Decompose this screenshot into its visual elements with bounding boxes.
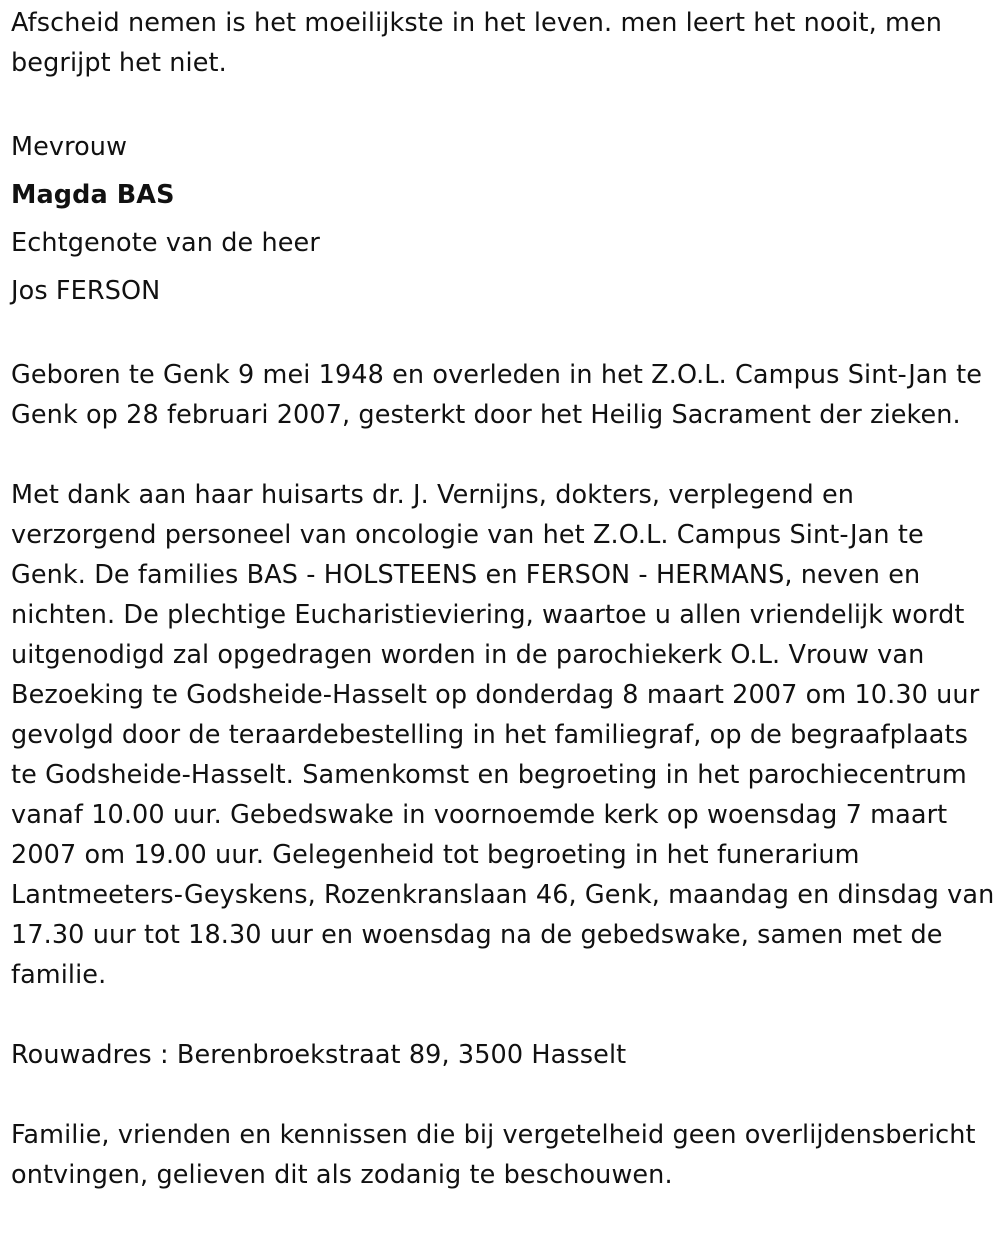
birth-death-text: Geboren te Genk 9 mei 1948 en overleden in het Z.O.L. Campus Sint-Jan te Genk op 28 februari 2007, gesterkt door het Heilig Sacrament der zieken. <box>11 360 982 430</box>
obituary-document <box>11 3 996 1195</box>
closing-text: Familie, vrienden en kennissen die bij vergetelheid geen overlijdensbericht ontvingen, gelieven dit als zodanig te beschouwen. <box>11 1120 976 1190</box>
honorific: Mevrouw <box>11 132 128 162</box>
spacer <box>11 1075 996 1115</box>
spacer <box>11 83 996 123</box>
spacer <box>11 435 996 475</box>
spouse-name: Jos FERSON <box>11 276 161 306</box>
intro-text: Afscheid nemen is het moeilijkste in het leven. men leert het nooit, men begrijpt het niet. <box>11 8 943 78</box>
thanks-text: Met dank aan haar huisarts dr. J. Vernijns, dokters, verplegend en verzorgend personeel van oncologie van het Z.O.L. Campus Sint-Jan te Genk. De families BAS - HOLSTEENS en FERSON - HERMANS, neven en nichten. De plechtige Eucharistieviering, waartoe u allen vriendelijk wordt uitgenodigd zal opgedragen worden in de parochiekerk O.L. Vrouw van Bezoeking te Godsheide-Hasselt op donderdag 8 maart 2007 om 10.30 uur gevolgd door de teraardebestelling in het familiegraf, op de begraafplaats te Godsheide-Hasselt. Samenkomst en begroeting in het parochiecentrum vanaf 10.00 uur. Gebedswake in voornoemde kerk op woensdag 7 maart 2007 om 19.00 uur. Gelegenheid tot begroeting in het funerarium Lantmeeters-Geyskens, Rozenkranslaan 46, Genk, maandag en dinsdag van 17.30 uur tot 18.30 uur en woensdag na de gebedswake, samen met de familie. <box>11 480 995 990</box>
spacer <box>11 995 996 1035</box>
relation-text: Echtgenote van de heer <box>11 228 320 258</box>
deceased-name: Magda BAS <box>11 180 175 210</box>
spacer <box>11 315 996 355</box>
mourning-address: Rouwadres : Berenbroekstraat 89, 3500 Hasselt <box>11 1040 627 1070</box>
